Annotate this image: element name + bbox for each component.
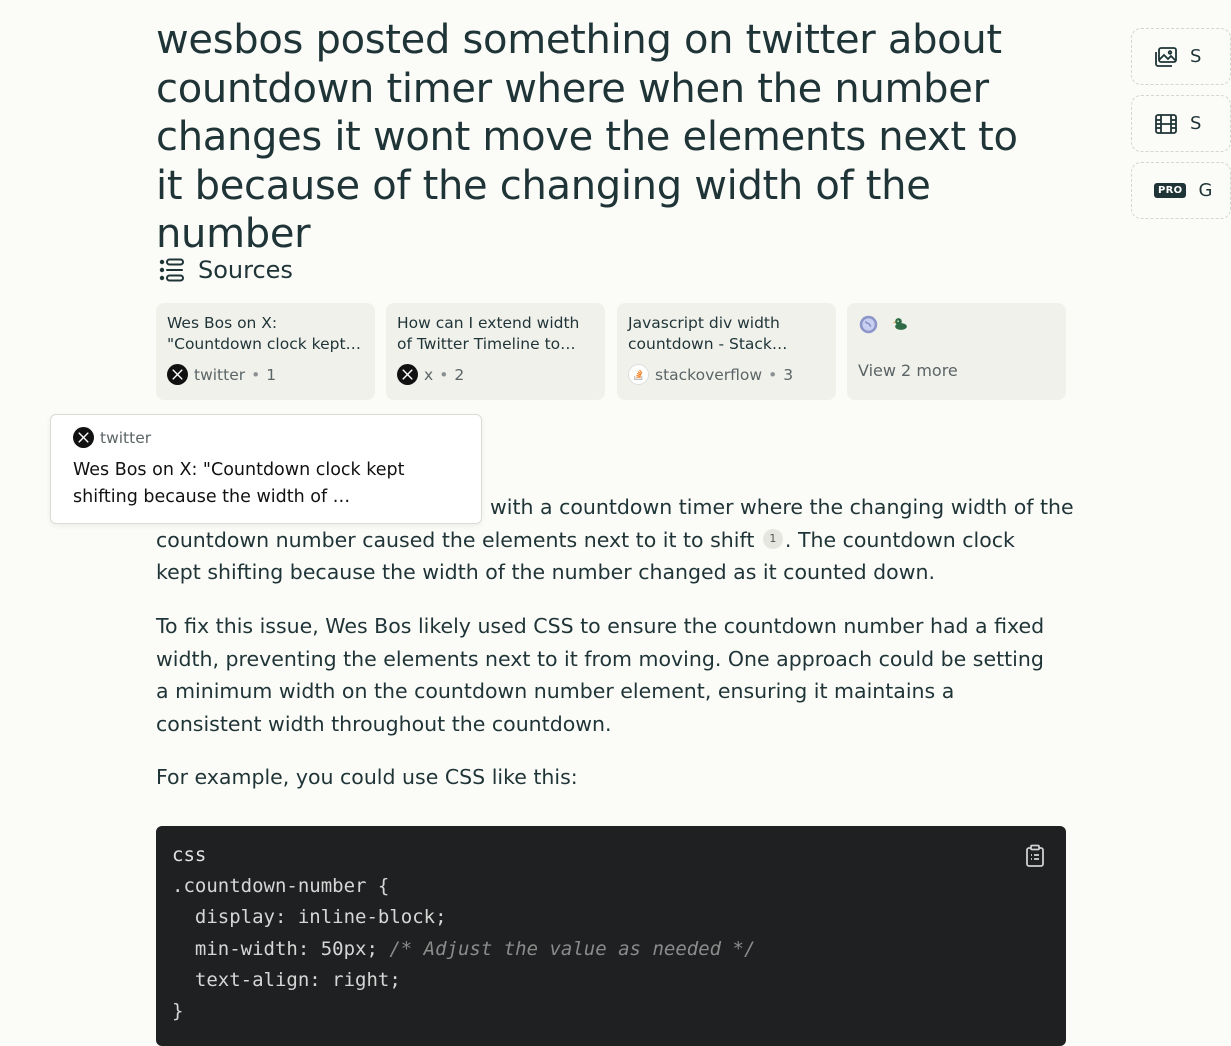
code-segment: min-width: 50px; (172, 937, 390, 960)
image-icon (1154, 45, 1178, 69)
source-index: 3 (783, 365, 794, 384)
answer-text: countdown number caused the elements next to it to shift (156, 527, 755, 552)
separator-dot: • (768, 365, 778, 384)
source-title: Wes Bos on X: "Countdown clock kept… (167, 314, 362, 353)
source-card-twitter[interactable] (156, 303, 375, 400)
pro-badge: PRO (1154, 183, 1186, 198)
source-title: Javascript div width countdown - Stack… (628, 314, 788, 353)
answer-text: with a countdown timer where the changing width of the (490, 495, 1074, 519)
hover-card-site: twitter (100, 428, 152, 447)
x-logo-icon (73, 427, 94, 448)
source-index: 1 (266, 365, 277, 384)
source-meta (397, 364, 594, 385)
source-title: How can I extend width of Twitter Timeline to… (397, 314, 580, 353)
view-more-favicons (858, 313, 1055, 335)
source-site: twitter (194, 365, 246, 384)
film-icon (1154, 112, 1178, 136)
side-button-label: G (1198, 180, 1213, 201)
answer-paragraph-3: For example, you could use CSS like this: (156, 765, 578, 789)
code-line: display: inline-block; (172, 906, 447, 929)
x-logo-icon (167, 364, 188, 385)
code-line: } (172, 1000, 184, 1023)
code-block (156, 826, 1066, 1046)
view-more-label: View 2 more (858, 361, 958, 380)
side-button-label: S (1190, 113, 1202, 134)
code-language: css (172, 844, 207, 866)
source-index: 2 (454, 365, 465, 384)
search-videos-button[interactable] (1131, 95, 1231, 152)
hover-card-title: Wes Bos on X: "Countdown clock kept shifting because the width of … (73, 460, 405, 507)
source-hover-card[interactable] (50, 414, 482, 524)
generate-image-button[interactable] (1131, 162, 1231, 219)
globe-icon (858, 314, 879, 335)
source-site: x (424, 365, 434, 384)
citation-badge[interactable]: 1 (763, 529, 783, 549)
sources-header (158, 256, 293, 284)
code-line: text-align: right; (172, 968, 401, 991)
hover-card-meta (73, 427, 459, 448)
view-more-card[interactable] (847, 303, 1066, 400)
source-card-x[interactable] (386, 303, 605, 400)
source-meta (167, 364, 364, 385)
sources-heading: Sources (198, 256, 293, 284)
code-comment: /* Adjust the value as needed */ (389, 937, 756, 960)
sources-list-icon (158, 256, 186, 284)
separator-dot: • (439, 365, 449, 384)
duck-icon (891, 314, 911, 334)
code-line: .countdown-number { (172, 875, 390, 898)
answer-paragraph-2: To fix this issue, Wes Bos likely used CSS to ensure the countdown number had a fixed width, preventing the elements next to it from moving. One approach could be setting a minimum width on the countdown number element, ensuring it maintains a consistent width throughout the countdown. (156, 614, 1045, 736)
side-button-label: S (1190, 46, 1202, 67)
answer-text: . The countdown clock kept shifting because the width of the number changed as it counted down. (156, 527, 1015, 584)
code-line (172, 934, 1050, 965)
question-title: wesbos posted something on twitter about countdown timer where when the number changes it wont move the elements next to it because of the changing width of the number (156, 17, 1018, 257)
separator-dot: • (251, 365, 261, 384)
copy-icon[interactable] (1024, 844, 1046, 868)
x-logo-icon (397, 364, 418, 385)
source-card-stackoverflow[interactable] (617, 303, 836, 400)
search-images-button[interactable] (1131, 28, 1231, 85)
source-meta (628, 364, 825, 385)
stackoverflow-logo-icon (628, 364, 649, 385)
source-site: stackoverflow (655, 365, 763, 384)
